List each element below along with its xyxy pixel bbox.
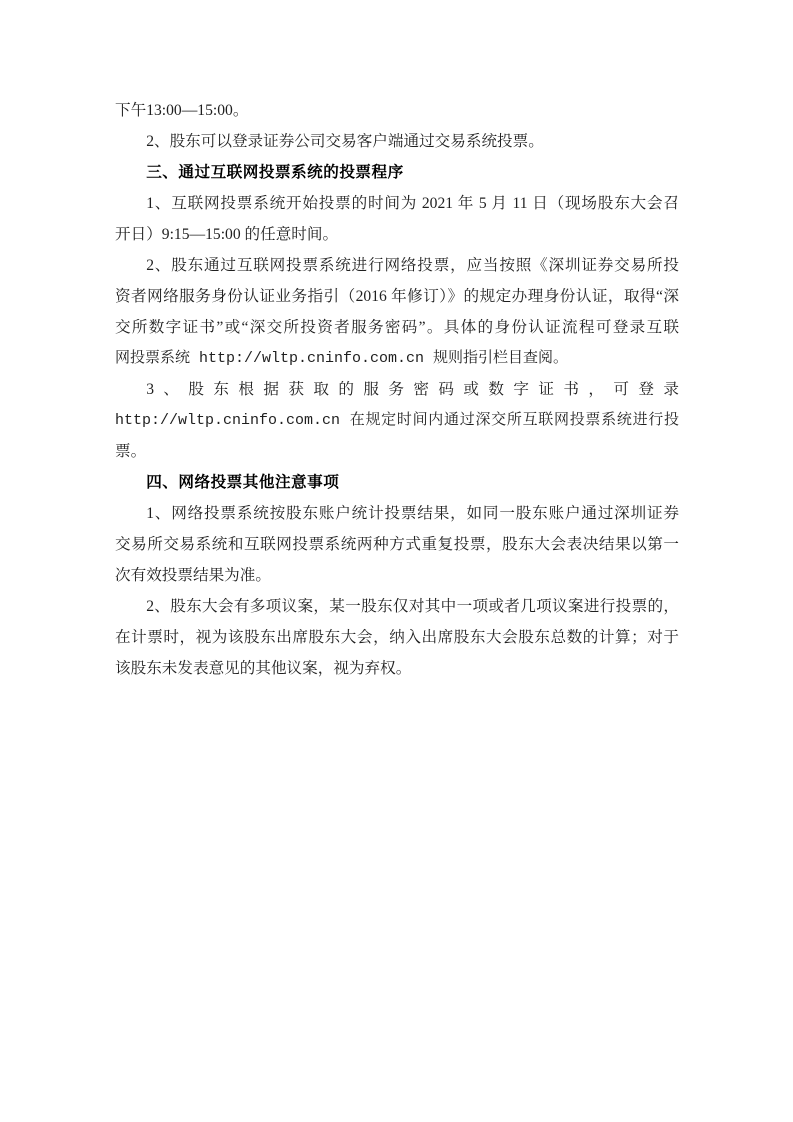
text-line: 1、互联网投票系统开始投票的时间为 2021 年 5 月 11 日（现场股东大会召 xyxy=(146,195,679,212)
text-line: 资者网络服务身份认证业务指引（2016 年修订）》的规定办理身份认证，取得“深 xyxy=(115,288,679,305)
text-line: 交易所交易系统和互联网投票系统两种方式重复投票，股东大会表决结果以第一 xyxy=(115,536,679,553)
text-line: 次有效投票结果为准。 xyxy=(115,567,271,584)
text-line-with-url: http://wltp.cninfo.com.cn 在规定时间内通过深交所互联网投票系统进行投 xyxy=(115,412,679,429)
text-line: 开日）9:15—15:00 的任意时间。 xyxy=(115,226,339,243)
text-line: 下午13:00—15:00。 xyxy=(115,102,249,119)
text-line: 交所数字证书”或“深交所投资者服务密码”。具体的身份认证流程可登录互联 xyxy=(115,319,679,336)
text-line: 该股东未发表意见的其他议案，视为弃权。 xyxy=(115,660,412,677)
text-line: 在计票时，视为该股东出席股东大会，纳入出席股东大会股东总数的计算；对于 xyxy=(115,629,679,646)
text-line: 3、股东根据获取的服务密码或数字证书，可登录 xyxy=(146,381,679,398)
text-line: 1、网络投票系统按股东账户统计投票结果，如同一股东账户通过深圳证券 xyxy=(146,505,679,522)
text-line: 2、股东通过互联网投票系统进行网络投票，应当按照《深圳证券交易所投 xyxy=(146,257,679,274)
text-line: 2、股东大会有多项议案，某一股东仅对其中一项或者几项议案进行投票的， xyxy=(146,598,679,615)
text-line: 2、股东可以登录证券公司交易客户端通过交易系统投票。 xyxy=(146,133,544,150)
text-line-with-url: 网投票系统 http://wltp.cninfo.com.cn 规则指引栏目查阅。 xyxy=(115,350,569,367)
section-heading-4: 四、网络投票其他注意事项 xyxy=(146,474,340,491)
text-line: 票。 xyxy=(115,443,147,460)
section-heading-3: 三、通过互联网投票系统的投票程序 xyxy=(146,164,404,181)
